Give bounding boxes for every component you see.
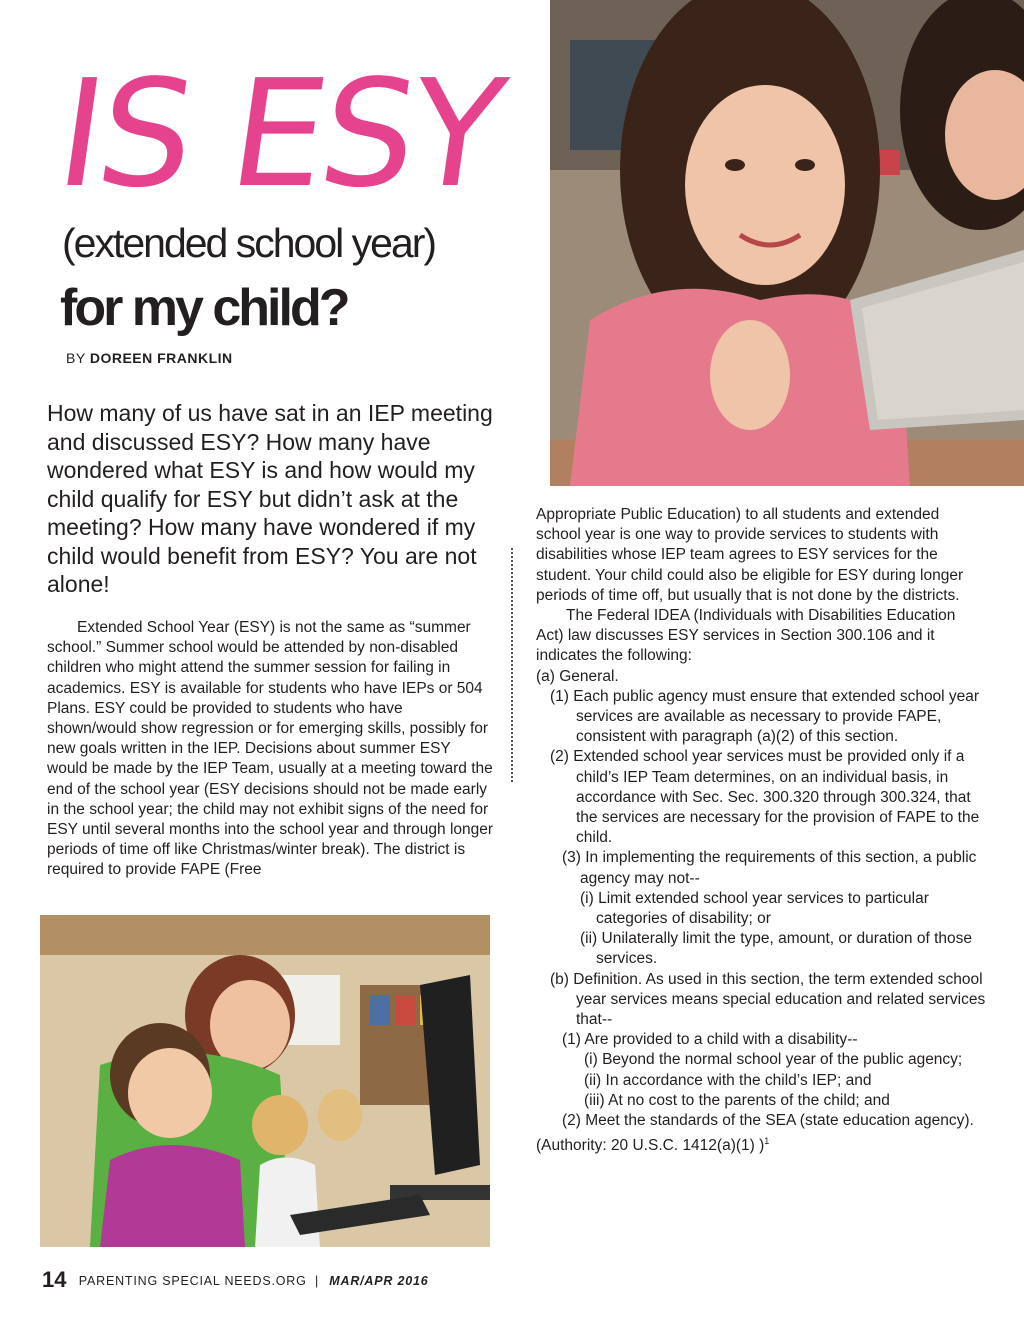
body-left-column: [47, 618, 495, 881]
authority-text: (Authority: 20 U.S.C. 1412(a)(1) ): [536, 1137, 765, 1155]
page-footer: [42, 1267, 429, 1293]
title-question: for my child?: [60, 279, 348, 337]
issue-date: MAR/APR 2016: [329, 1274, 429, 1288]
regulation-item: (2) Meet the standards of the SEA (state education agency).: [562, 1112, 974, 1130]
publication-name: PARENTING SPECIAL NEEDS.ORG: [78, 1274, 307, 1288]
regulation-item: (ii) Unilaterally limit the type, amount, or duration of those services.: [580, 930, 972, 968]
authority-citation: [536, 1131, 986, 1156]
body-right-column: [536, 505, 986, 1157]
regulation-item: (2) Extended school year services must be provided only if a child’s IEP Team determines, on an individual basis, in accordance with Sec. Sec. 300.320 through 300.324, that the services are necessary for the provision of FAPE to the child.: [550, 748, 980, 847]
regulation-item: (1) Each public agency must ensure that extended school year services are available as necessary to provide FAPE, consistent with paragraph (a)(2) of this section.: [550, 687, 980, 746]
photo-classroom-computers: [40, 915, 490, 1247]
author-name: DOREEN FRANKLIN: [89, 350, 233, 366]
byline-prefix: BY: [66, 350, 86, 366]
regulation-item: (3) In implementing the requirements of this section, a public agency may not--: [562, 849, 977, 887]
body-paragraph: Appropriate Public Education) to all students and extended school year is one way to provide services to students with disabilities whose IEP team agrees to ESY services for the student. Your child could also be eligible for ESY during longer periods of time off, but usually that is not done by the districts.: [536, 506, 964, 604]
photo-girl-with-tablet: [550, 0, 1024, 486]
intro-paragraph: How many of us have sat in an IEP meeting and discussed ESY? How many have wondered what ESY is and how would my child qualify for ESY but didn’t ask at the meeting? How many have wondered if my child would benefit from ESY? You are not alone!: [47, 400, 493, 597]
headline: IS ESY: [47, 48, 511, 220]
body-paragraph: Extended School Year (ESY) is not the same as “summer school.” Summer school would be attended by non-disabled children who might attend the summer session for failing in academics. ESY is available for students who have IEPs or 504 Plans. ESY could be provided to students who have shown/would show regression or for emerging skills, possibly for new goals written in the IEP. Decisions about summer ESY would be made by the IEP Team, usually at a meeting toward the end of the school year (ESY decisions should not be made early in the school year; the child may not exhibit signs of the need for ESY until several months into the school year and through longer periods of time off like Christmas/winter break). The district is required to provide FAPE (Free: [47, 619, 494, 879]
column-divider: [511, 548, 513, 782]
regulation-item: (i) Beyond the normal school year of the public agency;: [584, 1051, 963, 1069]
body-paragraph: The Federal IDEA (Individuals with Disabilities Education Act) law discusses ESY services in Section 300.106 and it indicates the following:: [536, 607, 956, 665]
regulation-item: (ii) In accordance with the child’s IEP; and: [584, 1071, 872, 1089]
footnote-mark: 1: [764, 1136, 770, 1147]
footer-separator: |: [314, 1274, 320, 1288]
regulation-item: (a) General.: [536, 667, 619, 685]
byline: [66, 350, 233, 366]
regulation-item: (b) Definition. As used in this section, the term extended school year services means special education and related services that--: [550, 970, 986, 1029]
page-number: 14: [42, 1267, 67, 1292]
subheadline: (extended school year): [62, 220, 436, 266]
regulation-item: (1) Are provided to a child with a disability--: [562, 1031, 858, 1049]
regulation-item: (i) Limit extended school year services to particular categories of disability; or: [580, 889, 929, 928]
regulation-item: (iii) At no cost to the parents of the child; and: [584, 1091, 890, 1109]
